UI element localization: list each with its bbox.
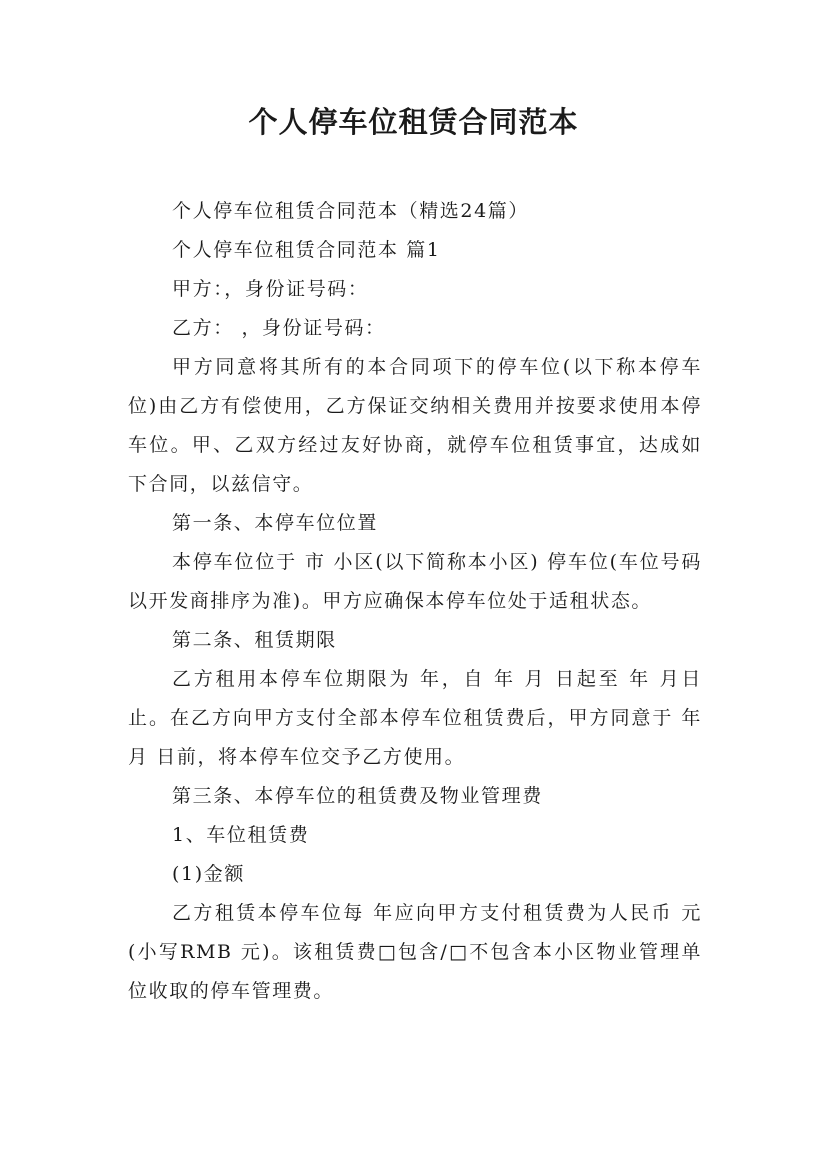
party-b-line: 乙方： ，身份证号码：: [172, 317, 386, 339]
article-1-heading: 第一条、本停车位位置: [172, 512, 379, 534]
subsection-item: (1)金额: [172, 863, 245, 885]
subtitle-line: 个人停车位租赁合同范本（精选24篇）: [172, 200, 529, 222]
subsection-heading: 1、车位租赁费: [172, 824, 310, 846]
document-body: [128, 192, 702, 1011]
intro-paragraph: 甲方同意将其所有的本合同项下的停车位(以下称本停车位)由乙方有偿使用，乙方保证交纳相关费用并按要求使用本停车位。甲、乙双方经过友好协商，就停车位租赁事宜，达成如下合同，以兹信守。: [128, 356, 702, 495]
article-2-heading: 第二条、租赁期限: [172, 629, 337, 651]
article-1-paragraph: 本停车位位于 市 小区(以下简称本小区) 停车位(车位号码以开发商排序为准)。甲方应确保本停车位处于适租状态。: [128, 551, 702, 612]
section-heading: 个人停车位租赁合同范本 篇1: [172, 239, 441, 261]
document-title: 个人停车位租赁合同范本: [248, 105, 579, 139]
article-2-paragraph: 乙方租用本停车位期限为 年，自 年 月 日起至 年 月日止。在乙方向甲方支付全部本停车位租赁费后，甲方同意于 年 月 日前，将本停车位交予乙方使用。: [128, 668, 702, 768]
fee-paragraph: 乙方租赁本停车位每 年应向甲方支付租赁费为人民币 元(小写RMB 元)。该租赁费□包含/□不包含本小区物业管理单位收取的停车管理费。: [128, 902, 702, 1002]
article-3-heading: 第三条、本停车位的租赁费及物业管理费: [172, 785, 543, 807]
party-a-line: 甲方：，身份证号码：: [172, 278, 369, 300]
